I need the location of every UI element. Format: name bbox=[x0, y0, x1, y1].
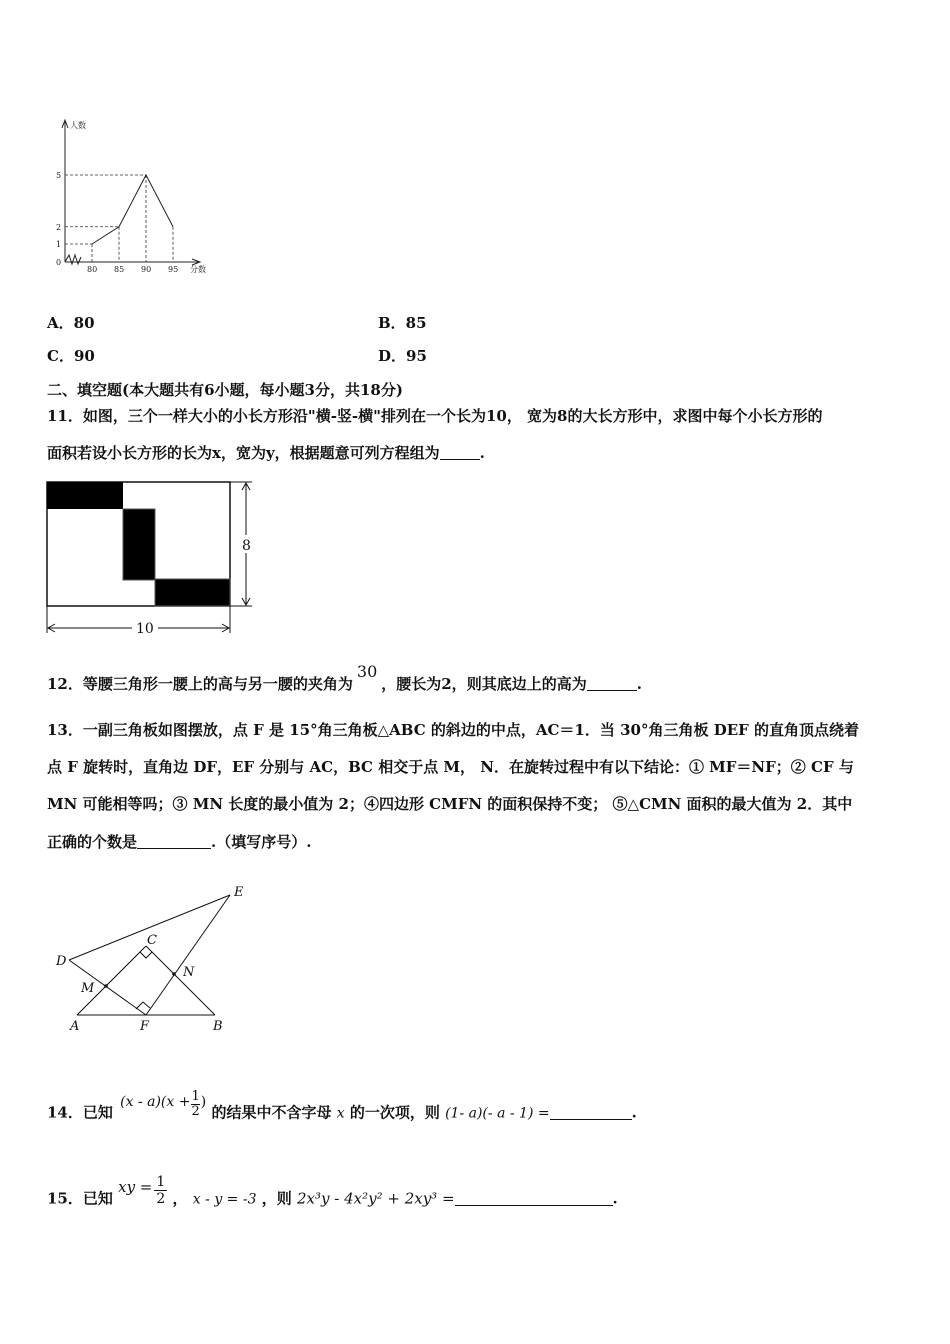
option-a: A．80 bbox=[47, 314, 95, 332]
q11-line-1: 11．如图，三个一样大小的小长方形沿"横-竖-横"排列在一个长为10， 宽为8的大长方形中，求图中每个小长方形的 bbox=[47, 407, 823, 425]
q15-cond: x - y = -3 bbox=[192, 1191, 257, 1208]
segment-DE bbox=[69, 895, 230, 960]
y-tick-label: 1 bbox=[56, 240, 62, 249]
small-rect-horizontal-1 bbox=[47, 482, 123, 509]
point-M bbox=[104, 984, 108, 988]
width-label: 10 bbox=[136, 621, 154, 637]
right-angle-F bbox=[136, 1002, 150, 1009]
label-A: A bbox=[70, 1019, 80, 1034]
q15-frac-den: 2 bbox=[156, 1191, 166, 1207]
q12-post: ，腰长为2，则其底边上的高为 bbox=[381, 675, 587, 693]
score-line-chart bbox=[48, 110, 228, 280]
q14-expr2: (1- a)(- a - 1) = bbox=[445, 1105, 550, 1122]
segment-EF bbox=[146, 895, 230, 1015]
y-tick-label: 0 bbox=[56, 258, 62, 267]
data-series-line bbox=[92, 175, 173, 244]
q14-frac-den: 2 bbox=[191, 1104, 200, 1119]
x-axis-label: 分数 bbox=[190, 265, 206, 274]
q15-comma: ， bbox=[172, 1189, 188, 1208]
q14-line: 14．已知 (x - a)(x + $\frac{1}{2}$ ) 的结果中不含字母 x 的一次项，则 (1- a)(- a - 1) = . bbox=[47, 1089, 637, 1122]
y-tick-label: 5 bbox=[56, 171, 62, 180]
x-tick-label: 80 bbox=[87, 265, 98, 274]
q11-line-2 bbox=[47, 442, 485, 463]
q12-answer-blank bbox=[587, 676, 637, 691]
section-2-header: 二、填空题(本大题共有6小题，每小题3分，共18分) bbox=[47, 381, 403, 399]
option-b: B．85 bbox=[378, 314, 427, 332]
q14-frac-num: 1 bbox=[191, 1089, 200, 1104]
label-D: D bbox=[56, 954, 67, 969]
q13-line-1: 13．一副三角板如图摆放，点 F 是 15°角三角板△ABC 的斜边的中点，AC＝1．当 30°角三角板 DEF 的直角顶点绕着 bbox=[47, 721, 860, 739]
label-B: B bbox=[213, 1019, 223, 1034]
right-angle-C bbox=[140, 952, 152, 958]
q14-fraction bbox=[191, 1090, 199, 1119]
q11-end: . bbox=[479, 444, 485, 462]
label-M: M bbox=[81, 981, 95, 996]
q12-end: . bbox=[636, 675, 642, 693]
q15-fraction bbox=[154, 1174, 167, 1207]
q11-answer-blank bbox=[440, 445, 480, 460]
q13-triangle-figure bbox=[50, 880, 260, 1040]
q13-line-2: 点 F 旋转时，直角边 DF，EF 分别与 AC，BC 相交于点 M， N．在旋转过程中有以下结论：① MF＝NF；② CF 与 bbox=[47, 758, 854, 776]
option-c: C．90 bbox=[47, 347, 95, 365]
q14-pre: 14．已知 bbox=[47, 1103, 113, 1122]
small-rect-vertical bbox=[123, 509, 155, 580]
q13-line4-post: .（填写序号）. bbox=[211, 833, 312, 851]
q13-line4-pre: 正确的个数是 bbox=[47, 833, 138, 851]
q15-mid: ，则 bbox=[261, 1189, 292, 1208]
q11-text: 面积若设小长方形的长为x，宽为y，根据题意可列方程组为 bbox=[47, 444, 440, 462]
q14-mid: 的结果中不含字母 bbox=[211, 1103, 332, 1122]
q15-expr: 2x³y - 4x²y² + 2xy³ = bbox=[297, 1189, 455, 1208]
label-E: E bbox=[234, 885, 244, 900]
q13-answer-blank bbox=[137, 834, 211, 849]
q13-line-3: MN 可能相等吗；③ MN 长度的最小值为 2；④四边形 CMFN 的面积保持不变； ⑤△CMN 面积的最大值为 2．其中 bbox=[47, 795, 853, 813]
option-d: D．95 bbox=[378, 347, 427, 365]
q15-pre: 15．已知 bbox=[47, 1189, 113, 1208]
q15-answer-blank bbox=[455, 1191, 613, 1206]
y-tick-label: 2 bbox=[56, 222, 62, 232]
q15-end: . bbox=[612, 1189, 618, 1208]
q15-frac-num: 1 bbox=[156, 1174, 166, 1190]
q14-var: x bbox=[336, 1105, 345, 1122]
q14-mid2: 的一次项，则 bbox=[349, 1103, 440, 1122]
y-axis-label: 人数 bbox=[70, 121, 86, 130]
q14-answer-blank bbox=[550, 1105, 632, 1120]
q15-lhs: xy = bbox=[118, 1177, 153, 1196]
x-tick-label: 90 bbox=[141, 265, 152, 274]
x-tick-label: 85 bbox=[114, 265, 125, 274]
point-N bbox=[172, 972, 176, 976]
q14-expr: (x - a)(x + bbox=[120, 1093, 191, 1110]
height-label: 8 bbox=[242, 538, 251, 554]
q12-line bbox=[47, 662, 642, 694]
q12-angle: 30 bbox=[356, 662, 378, 681]
label-C: C bbox=[147, 933, 157, 948]
small-rect-horizontal-2 bbox=[155, 579, 230, 606]
q15-line bbox=[47, 1174, 618, 1216]
q14-end: . bbox=[631, 1103, 637, 1122]
label-N: N bbox=[183, 965, 195, 980]
label-F: F bbox=[140, 1019, 150, 1034]
q12-pre: 12．等腰三角形一腰上的高与另一腰的夹角为 bbox=[47, 675, 353, 693]
q11-rectangle-figure bbox=[40, 475, 270, 640]
segment-CB bbox=[146, 946, 215, 1015]
x-tick-label: 95 bbox=[168, 265, 179, 274]
axis-break bbox=[65, 255, 81, 264]
q13-line-4 bbox=[47, 831, 311, 852]
